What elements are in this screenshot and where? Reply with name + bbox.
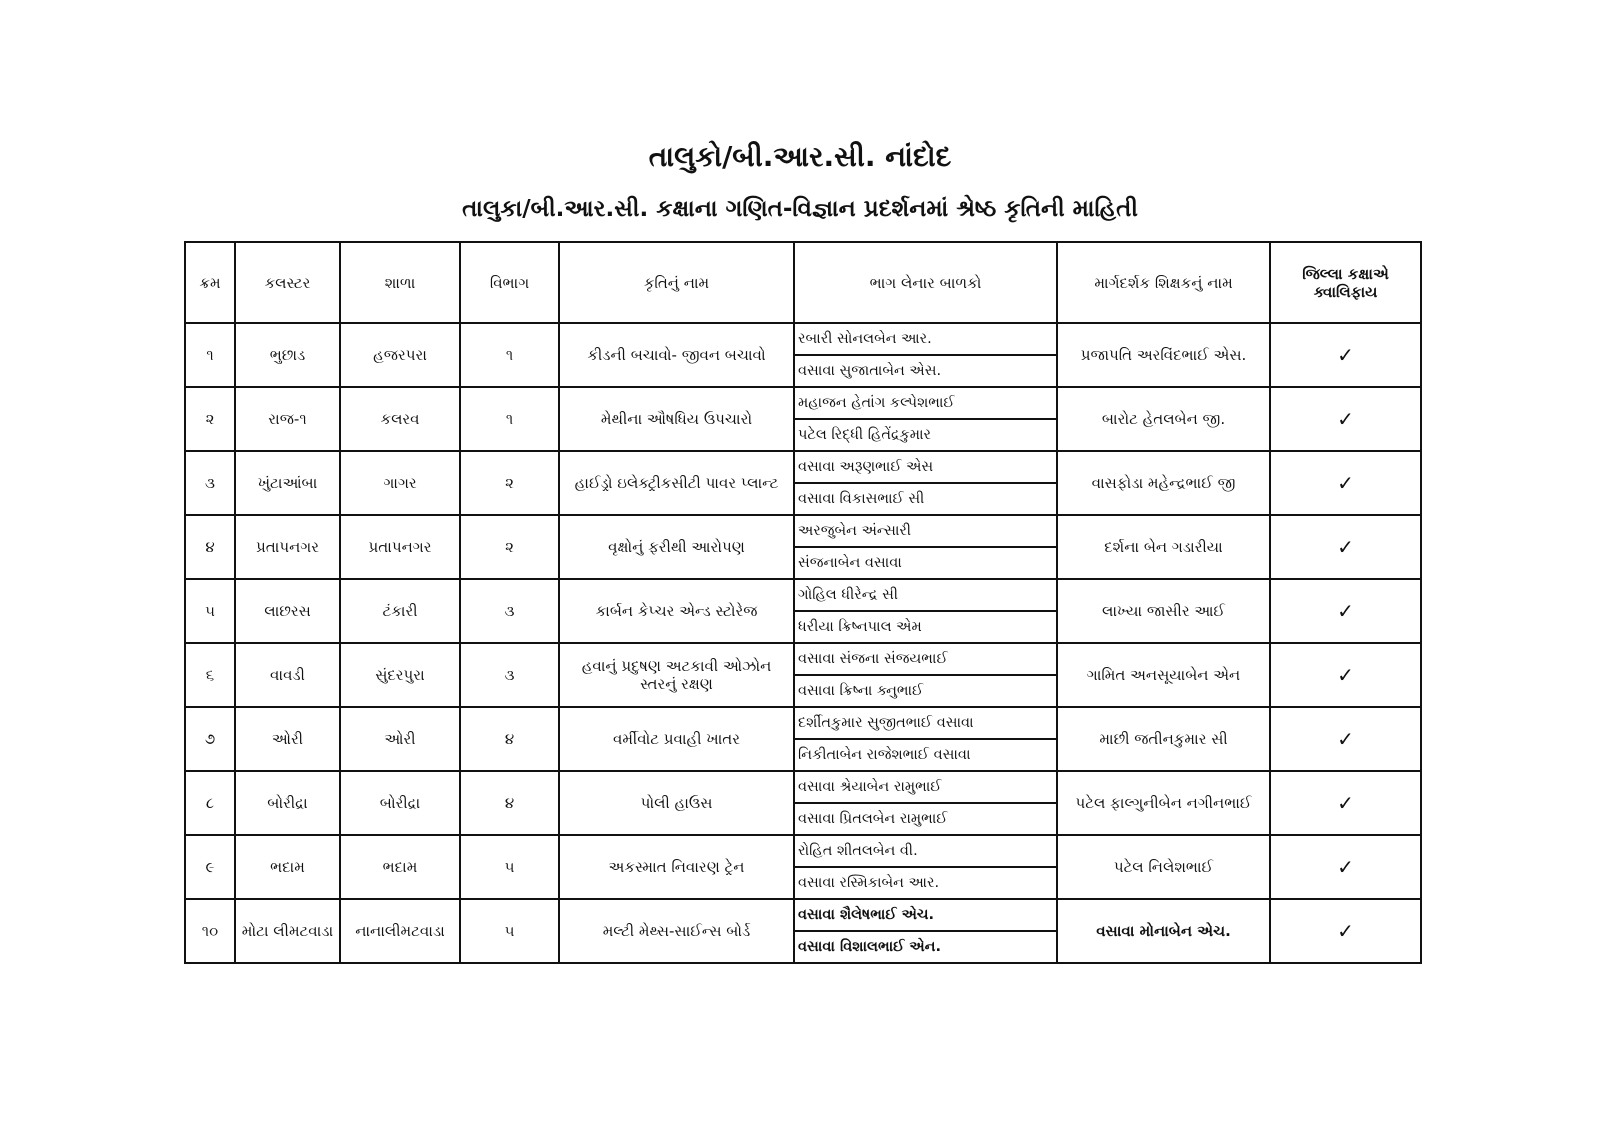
cell-project: મેથીના ઔષધિય ઉપચારો — [559, 387, 794, 451]
cell-project: કાર્બન કેપ્ચર એન્ડ સ્ટોરેજ — [559, 579, 794, 643]
cell-project: વર્મીવોટ પ્રવાહી ખાતર — [559, 707, 794, 771]
cell-section: ૫ — [460, 899, 559, 963]
cell-sr: ૯ — [185, 835, 235, 899]
cell-sr: ૧ — [185, 323, 235, 387]
cell-cluster: વાવડી — [235, 643, 340, 707]
cell-school: નાનાલીમટવાડા — [340, 899, 460, 963]
cell-section: ૩ — [460, 643, 559, 707]
cell-section: ૪ — [460, 771, 559, 835]
table-row — [185, 771, 1421, 803]
header-students: ભાગ લેનાર બાળકો — [794, 242, 1057, 323]
cell-school: બોરીદ્રા — [340, 771, 460, 835]
table-row — [185, 451, 1421, 483]
table-body — [185, 323, 1421, 963]
header-school: શાળા — [340, 242, 460, 323]
cell-school: ભદામ — [340, 835, 460, 899]
cell-school: ગાગર — [340, 451, 460, 515]
cell-cluster: બોરીદ્રા — [235, 771, 340, 835]
cell-teacher: પટેલ ફાલ્ગુનીબેન નગીનભાઈ — [1057, 771, 1270, 835]
cell-cluster: મોટા લીમટવાડા — [235, 899, 340, 963]
cell-sr: ૫ — [185, 579, 235, 643]
cell-qualify: ✓ — [1270, 323, 1421, 387]
cell-section: ૧ — [460, 323, 559, 387]
header-row — [185, 242, 1421, 323]
cell-teacher: વસાવા મોનાબેન એચ. — [1057, 899, 1270, 963]
table-row — [185, 643, 1421, 675]
cell-teacher: વાસફોડા મહેન્દ્રભાઈ જી — [1057, 451, 1270, 515]
table-row — [185, 835, 1421, 867]
cell-student: દર્શીતકુમાર સુજીતભાઈ વસાવા — [794, 707, 1057, 739]
table-row — [185, 707, 1421, 739]
cell-project: મલ્ટી મેથ્સ-સાઈન્સ બોર્ડ — [559, 899, 794, 963]
table-row — [185, 387, 1421, 419]
cell-school: સુંદરપુરા — [340, 643, 460, 707]
cell-student: ગોહિલ ધીરેન્દ્ર સી — [794, 579, 1057, 611]
page-subtitle: તાલુકા/બી.આર.સી. કક્ષાના ગણિત-વિજ્ઞાન પ્રદર્શનમાં શ્રેષ્ઠ કૃતિની માહિતી — [462, 196, 1138, 222]
cell-project: હાઈડ્રો ઇલેક્ટ્રીકસીટી પાવર પ્લાન્ટ — [559, 451, 794, 515]
cell-project: વૃક્ષોનું ફરીથી આરોપણ — [559, 515, 794, 579]
cell-sr: ૩ — [185, 451, 235, 515]
cell-school: કલરવ — [340, 387, 460, 451]
cell-student: પટેલ રિદ્ધી હિતેંદ્રકુમાર — [794, 419, 1057, 451]
header-teacher: માર્ગદર્શક શિક્ષકનું નામ — [1057, 242, 1270, 323]
header-cluster: કલસ્ટર — [235, 242, 340, 323]
cell-project: હવાનું પ્રદુષણ અટકાવી ઓઝોન સ્તરનું રક્ષણ — [559, 643, 794, 707]
table-row — [185, 323, 1421, 355]
cell-student: વસાવા પ્રિતલબેન રામુભાઈ — [794, 803, 1057, 835]
cell-school: ઓરી — [340, 707, 460, 771]
cell-student: મહાજન હેતાંગ કલ્પેશભાઈ — [794, 387, 1057, 419]
cell-student: ધરીયા ક્રિષ્નપાલ એમ — [794, 611, 1057, 643]
cell-teacher: પટેલ નિલેશભાઈ — [1057, 835, 1270, 899]
cell-project: કીડની બચાવો- જીવન બચાવો — [559, 323, 794, 387]
cell-teacher: બારોટ હેતલબેન જી. — [1057, 387, 1270, 451]
cell-student: વસાવા સંજના સંજયભાઈ — [794, 643, 1057, 675]
cell-student: વસાવા અરૂણભાઈ એસ — [794, 451, 1057, 483]
cell-qualify: ✓ — [1270, 707, 1421, 771]
cell-cluster: ભદામ — [235, 835, 340, 899]
header-section: વિભાગ — [460, 242, 559, 323]
cell-qualify: ✓ — [1270, 835, 1421, 899]
cell-student: વસાવા ક્રિષ્ના ક્નુભાઈ — [794, 675, 1057, 707]
cell-qualify: ✓ — [1270, 451, 1421, 515]
exhibition-table — [184, 241, 1422, 964]
cell-sr: ૨ — [185, 387, 235, 451]
cell-student: સંજનાબેન વસાવા — [794, 547, 1057, 579]
cell-student: વસાવા શ્રેયાબેન રામુભાઈ — [794, 771, 1057, 803]
cell-student: વસાવા સુજાતાબેન એસ. — [794, 355, 1057, 387]
cell-cluster: ભુછાડ — [235, 323, 340, 387]
cell-section: ૧ — [460, 387, 559, 451]
cell-section: ૨ — [460, 515, 559, 579]
cell-qualify: ✓ — [1270, 643, 1421, 707]
cell-teacher: દર્શના બેન ગડારીયા — [1057, 515, 1270, 579]
cell-sr: ૭ — [185, 707, 235, 771]
cell-section: ૫ — [460, 835, 559, 899]
cell-sr: ૬ — [185, 643, 235, 707]
cell-student: વસાવા વિશાલભાઈ એન. — [794, 931, 1057, 963]
cell-cluster: ખુંટાઆંબા — [235, 451, 340, 515]
page-title: તાલુકો/બી.આર.સી. નાંદોદ — [648, 140, 952, 173]
cell-section: ૪ — [460, 707, 559, 771]
cell-student: અરજુબેન અંન્સારી — [794, 515, 1057, 547]
cell-student: રોહિત શીતલબેન વી. — [794, 835, 1057, 867]
cell-student: રબારી સોનલબેન આર. — [794, 323, 1057, 355]
cell-student: વસાવા શૈલેષભાઈ એચ. — [794, 899, 1057, 931]
cell-sr: ૮ — [185, 771, 235, 835]
cell-sr: ૧૦ — [185, 899, 235, 963]
cell-student: વસાવા રસ્મિકાબેન આર. — [794, 867, 1057, 899]
cell-school: ટંકારી — [340, 579, 460, 643]
cell-cluster: ઓરી — [235, 707, 340, 771]
cell-project: પોલી હાઉસ — [559, 771, 794, 835]
cell-student: વસાવા વિકાસભાઈ સી — [794, 483, 1057, 515]
cell-school: પ્રતાપનગર — [340, 515, 460, 579]
cell-teacher: લાખ્યા જાસીર આઈ — [1057, 579, 1270, 643]
cell-qualify: ✓ — [1270, 579, 1421, 643]
cell-teacher: પ્રજાપતિ અરવિંદભાઈ એસ. — [1057, 323, 1270, 387]
cell-cluster: રાજ-૧ — [235, 387, 340, 451]
cell-student: નિકીતાબેન રાજેશભાઈ વસાવા — [794, 739, 1057, 771]
cell-qualify: ✓ — [1270, 771, 1421, 835]
cell-teacher: ગામિત અનસૂયાબેન એન — [1057, 643, 1270, 707]
header-qualify: જિલ્લા કક્ષાએ ક્વાલિફાય — [1270, 242, 1421, 323]
cell-school: હજરપરા — [340, 323, 460, 387]
header-sr: ક્રમ — [185, 242, 235, 323]
cell-qualify: ✓ — [1270, 387, 1421, 451]
cell-project: અકસ્માત નિવારણ ટ્રેન — [559, 835, 794, 899]
cell-section: ૩ — [460, 579, 559, 643]
cell-qualify: ✓ — [1270, 515, 1421, 579]
cell-qualify: ✓ — [1270, 899, 1421, 963]
cell-cluster: લાછરસ — [235, 579, 340, 643]
cell-cluster: પ્રતાપનગર — [235, 515, 340, 579]
table-row — [185, 579, 1421, 611]
table-row — [185, 515, 1421, 547]
cell-teacher: માછી જતીનકુમાર સી — [1057, 707, 1270, 771]
cell-section: ૨ — [460, 451, 559, 515]
cell-sr: ૪ — [185, 515, 235, 579]
header-project: કૃતિનું નામ — [559, 242, 794, 323]
table-row — [185, 899, 1421, 931]
